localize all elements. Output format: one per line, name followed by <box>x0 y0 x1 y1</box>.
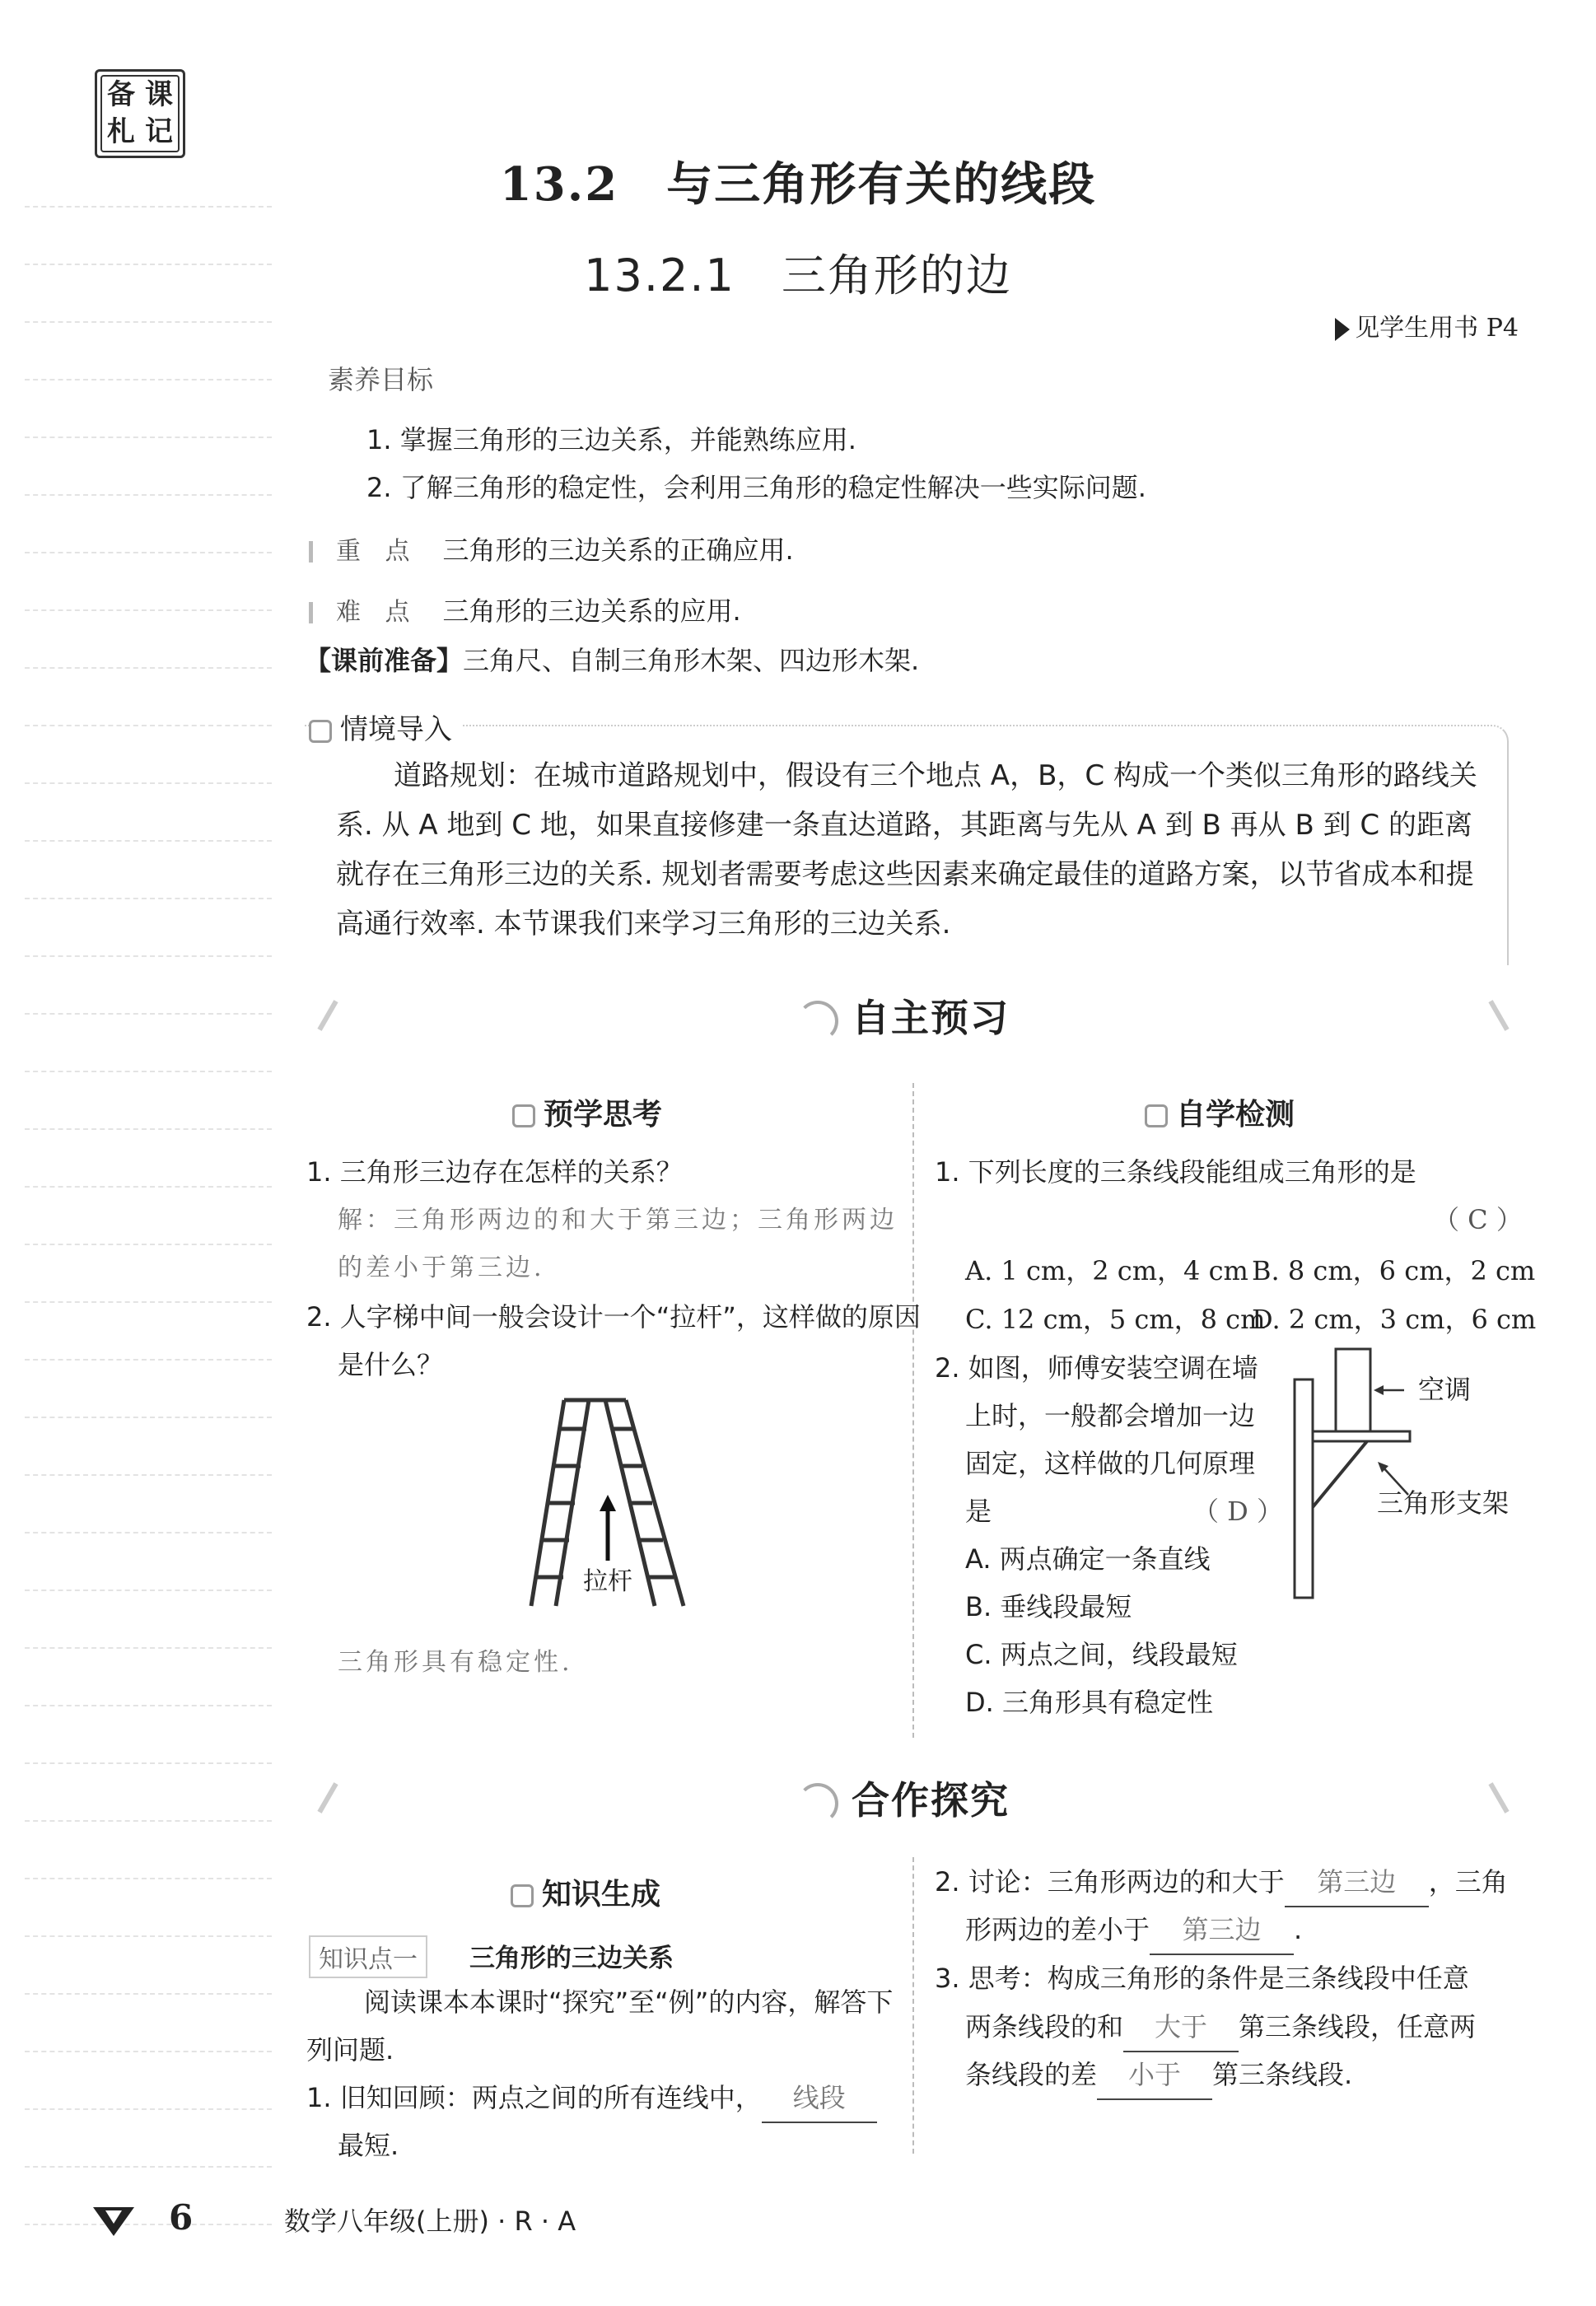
answer-blank[interactable]: 小于 <box>1097 2051 1212 2100</box>
goal-item: 2. 了解三角形的稳定性，会利用三角形的稳定性解决一些实际问题. <box>366 472 1146 503</box>
column-divider <box>912 1083 914 1738</box>
check-question-2-line: 上时，一般都会增加一边 <box>965 1400 1256 1431</box>
badge-char: 课 <box>145 78 173 111</box>
swirl-icon <box>797 1783 838 1824</box>
check-question-2-line: 2. 如图，师傅安装空调在墙 <box>935 1352 1258 1384</box>
explore-question-2 <box>935 1858 1508 1907</box>
knowledge-point-title: 三角形的三边关系 <box>469 1944 674 1973</box>
goals-heading: 素养目标 <box>328 364 434 395</box>
intro-heading-row <box>309 707 462 747</box>
question-text: 形两边的差小于 <box>965 1914 1150 1945</box>
explore-heading-row <box>797 1771 1010 1825</box>
question-text: 2. 讨论：三角形两边的和大于 <box>935 1866 1285 1898</box>
badge-char: 札 <box>107 115 135 148</box>
book-title: 数学八年级(上册) · R · A <box>284 2206 576 2237</box>
explore-question-3-cont <box>965 2003 1476 2052</box>
answer-blank[interactable]: 大于 <box>1123 2003 1239 2052</box>
think-heading-row <box>512 1091 662 1133</box>
air-conditioner-figure <box>1285 1342 1515 1606</box>
corner-stroke-left <box>317 1000 338 1031</box>
question-text: 第三条线段，任意两 <box>1239 2011 1477 2042</box>
prep-label: 【课前准备】 <box>305 645 464 676</box>
check-option[interactable]: B. 垂线段最短 <box>965 1591 1132 1622</box>
sidebar-badge <box>95 69 185 158</box>
question-text: 两条线段的和 <box>965 2011 1124 2042</box>
check-option[interactable]: A. 1 cm，2 cm，4 cm <box>965 1255 1248 1286</box>
answer-blank[interactable]: 第三边 <box>1150 1906 1294 1955</box>
preview-heading-row <box>797 988 1010 1043</box>
check-option[interactable]: C. 两点之间，线段最短 <box>965 1639 1238 1670</box>
intro-paragraph: 道路规划：在城市道路规划中，假设有三个地点 A，B，C 构成一个类似三角形的路线关系. 从 A 地到 C 地，如果直接修建一条直达道路，其距离与先从 A 到 B 再从 B 到 C 的距离就存在三角形三边的关系. 规划者需要考虑这些因素来确定最佳的道路方案，以节省成本和提高通行效率. 本节课我们来学习三角形的三边关系. <box>336 759 1477 941</box>
subsection-title: 13.2.1 三角形的边 <box>584 250 1012 301</box>
reference-text: 见学生用书 P4 <box>1355 314 1519 343</box>
check-option[interactable]: D. 2 cm，3 cm，6 cm <box>1252 1304 1537 1335</box>
difficulty-text: 三角形的三边关系的应用. <box>442 595 741 627</box>
check-heading: 自学检测 <box>1176 1098 1295 1132</box>
think-heading: 预学思考 <box>544 1098 663 1132</box>
preview-heading: 自主预习 <box>852 996 1010 1040</box>
question-text: 第三条线段. <box>1212 2059 1353 2090</box>
explore-question-2-cont <box>965 1906 1302 1955</box>
check-answer-2: （ D ） <box>1192 1496 1284 1527</box>
question-text: 1. 旧知回顾：两点之间的所有连线中， <box>306 2082 762 2113</box>
think-question-2: 2. 人字梯中间一般会设计一个“拉杆”，这样做的原因是什么？ <box>306 1301 921 1380</box>
air-conditioner-label: 空调 <box>1418 1374 1472 1405</box>
marker-bar <box>309 602 313 623</box>
explore-question-3-end <box>965 2051 1352 2100</box>
page-number: 6 <box>169 2197 194 2238</box>
check-option[interactable]: D. 三角形具有稳定性 <box>965 1687 1213 1718</box>
explore-heading: 合作探究 <box>852 1778 1010 1823</box>
footer-deco-icon <box>89 2199 138 2240</box>
play-triangle-icon <box>1335 318 1350 341</box>
badge-char: 备 <box>107 78 135 111</box>
check-question-2-line: 固定，这样做的几何原理 <box>965 1448 1256 1479</box>
check-heading-row <box>1145 1091 1295 1133</box>
student-book-reference[interactable] <box>1335 307 1519 343</box>
notebook-icon <box>1145 1104 1168 1127</box>
key-point-row <box>309 526 794 576</box>
corner-stroke-left <box>317 1782 338 1814</box>
reading-instruction: 阅读课本本课时“探究”至“例”的内容，解答下列问题. <box>306 1986 894 2066</box>
swirl-icon <box>797 1001 838 1042</box>
explore-question-3: 3. 思考：构成三角形的条件是三条线段中任意 <box>935 1963 1469 1994</box>
goal-item: 1. 掌握三角形的三边关系，并能熟练应用. <box>366 424 856 455</box>
explore-question-1-end: 最短. <box>338 2130 399 2161</box>
difficulty-label: 难 点 <box>336 598 418 627</box>
corner-stroke-right <box>1488 1000 1509 1031</box>
check-question-2-line: 是 <box>965 1496 992 1527</box>
key-label: 重 点 <box>336 537 418 566</box>
think-question-1: 1. 三角形三边存在怎样的关系？ <box>306 1156 683 1188</box>
explore-question-1 <box>306 2074 877 2123</box>
knowledge-point-tag: 知识点一 <box>309 1935 427 1978</box>
knowledge-heading: 知识生成 <box>542 1878 661 1912</box>
prep-row <box>305 637 919 684</box>
intro-heading: 情境导入 <box>340 713 452 746</box>
answer-blank[interactable]: 第三边 <box>1285 1858 1429 1907</box>
ladder-label: 拉杆 <box>583 1561 632 1597</box>
answer-blank[interactable]: 线段 <box>762 2074 877 2123</box>
think-answer-1: 解：三角形两边的和大于第三边；三角形两边的差小于第三边. <box>338 1206 898 1282</box>
check-option[interactable]: C. 12 cm，5 cm，8 cm <box>965 1304 1266 1335</box>
bracket-label: 三角形支架 <box>1377 1487 1510 1519</box>
check-answer-1: （ C ） <box>1433 1204 1523 1235</box>
marker-bar <box>309 541 313 562</box>
difficulty-row <box>309 587 741 637</box>
check-question-1: 1. 下列长度的三条线段能组成三角形的是 <box>935 1156 1416 1188</box>
knowledge-heading-row <box>511 1871 660 1913</box>
notebook-icon <box>309 720 332 743</box>
corner-stroke-right <box>1488 1782 1509 1814</box>
think-answer-2: 三角形具有稳定性. <box>338 1648 573 1677</box>
notebook-icon <box>512 1104 535 1127</box>
question-text: ，三角 <box>1428 1866 1508 1898</box>
sidebar-note-lines <box>25 206 272 2281</box>
check-option[interactable]: A. 两点确定一条直线 <box>965 1543 1211 1575</box>
check-option[interactable]: B. 8 cm，6 cm，2 cm <box>1252 1255 1536 1286</box>
question-text: 条线段的差 <box>965 2059 1098 2090</box>
column-divider <box>912 1857 914 2154</box>
section-title: 13.2 与三角形有关的线段 <box>499 157 1097 212</box>
notebook-icon <box>511 1884 534 1907</box>
key-text: 三角形的三边关系的正确应用. <box>442 534 794 566</box>
prep-text: 三角尺、自制三角形木架、四边形木架. <box>463 645 920 676</box>
question-text: . <box>1294 1914 1303 1945</box>
badge-char: 记 <box>145 115 173 148</box>
